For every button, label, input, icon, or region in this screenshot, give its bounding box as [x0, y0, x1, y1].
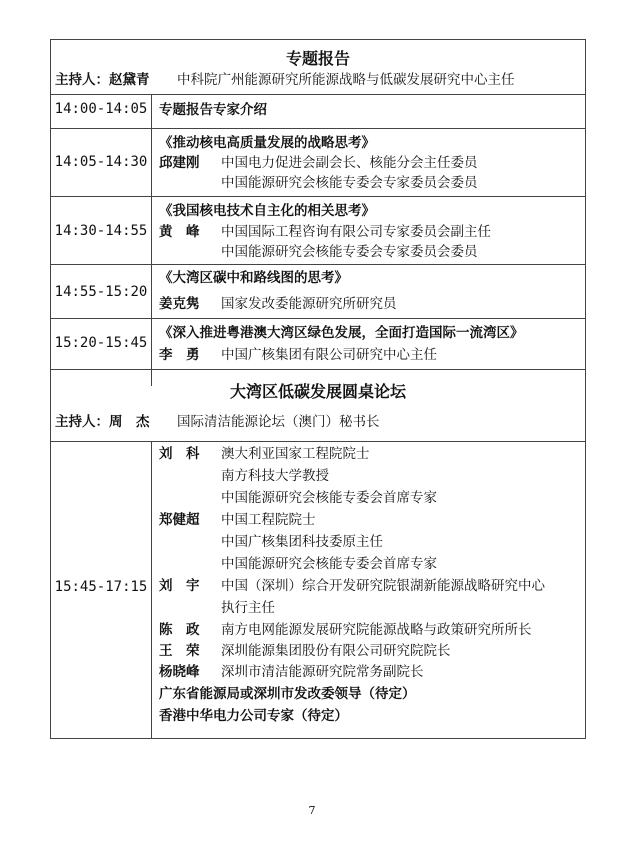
panelist-role: 深圳能源集团股份有限公司研究院院长: [221, 643, 451, 659]
speaker-name: 李 勇: [159, 347, 200, 363]
session-title: 《深入推进粤港澳大湾区绿色发展，全面打造国际一流湾区》: [159, 325, 524, 341]
speaker-role: 中国电力促进会副会长、核能分会主任委员: [221, 155, 478, 171]
session-time: 14:05-14:30: [54, 154, 148, 170]
session-title: 《推动核电高质量发展的战略思考》: [159, 135, 375, 151]
panelist-role: 澳大利亚国家工程院院士: [221, 446, 370, 462]
panelist-name: 郑健超: [159, 512, 200, 528]
panelist-role: 中国广核集团科技委原主任: [221, 534, 383, 550]
session-time: 14:55-15:20: [54, 284, 148, 300]
panelist-name: 王 荣: [159, 643, 200, 659]
host-description: 国际清洁能源论坛（澳门）秘书长: [177, 414, 380, 430]
speaker-role: 中国能源研究会核能专委会专家委员会委员: [221, 244, 478, 260]
session-time: 14:00-14:05: [54, 101, 148, 117]
column-divider: [151, 441, 152, 739]
row-divider: [51, 264, 585, 265]
panelist-role: 中国（深圳）综合开发研究院银湖新能源战略研究中心: [221, 578, 545, 594]
panelist-name: 杨晓峰: [159, 664, 200, 680]
row-divider: [51, 94, 585, 95]
row-divider: [51, 318, 585, 319]
session-time: 14:30-14:55: [54, 223, 148, 239]
panelist-role: 深圳市清洁能源研究院常务副院长: [221, 664, 424, 680]
panelist-name: 刘 宇: [159, 578, 200, 594]
session-title: 专题报告专家介绍: [159, 102, 267, 118]
host-label: 主持人：赵黛青: [55, 72, 150, 88]
speaker-name: 邱建刚: [159, 155, 200, 171]
section-title: 大湾区低碳发展圆桌论坛: [229, 382, 406, 401]
host-label: 主持人：周 杰: [55, 414, 150, 430]
speaker-name: 姜克隽: [159, 296, 200, 312]
panelist-role: 南方科技大学教授: [221, 468, 329, 484]
host-description: 中科院广州能源研究所能源战略与低碳发展研究中心主任: [177, 72, 515, 88]
panelist-name: 陈 政: [159, 622, 200, 638]
session-title: 《大湾区碳中和路线图的思考》: [159, 270, 348, 286]
schedule-table: [50, 39, 586, 739]
panelist-role: 南方电网能源发展研究院能源战略与政策研究所所长: [221, 622, 532, 638]
panel-extra: 广东省能源局或深圳市发改委领导（待定）: [159, 686, 416, 702]
row-divider: [51, 196, 585, 197]
panel-extra: 香港中华电力公司专家（待定）: [159, 708, 348, 724]
panelist-role: 中国工程院院士: [221, 512, 316, 528]
row-divider: [51, 441, 585, 442]
speaker-role: 中国国际工程咨询有限公司专家委员会副主任: [221, 224, 491, 240]
section-title: 专题报告: [285, 49, 350, 68]
speaker-role: 中国广核集团有限公司研究中心主任: [221, 347, 437, 363]
speaker-role: 国家发改委能源研究所研究员: [221, 296, 397, 312]
speaker-name: 黄 峰: [159, 224, 200, 240]
row-divider: [51, 369, 585, 370]
column-divider: [151, 94, 152, 386]
panelist-role: 中国能源研究会核能专委会首席专家: [221, 490, 437, 506]
row-divider: [51, 128, 585, 129]
page-number: 7: [308, 804, 316, 817]
panelist-role: 执行主任: [221, 600, 275, 616]
session-title: 《我国核电技术自主化的相关思考》: [159, 203, 375, 219]
panelist-role: 中国能源研究会核能专委会首席专家: [221, 556, 437, 572]
speaker-role: 中国能源研究会核能专委会专家委员会委员: [221, 175, 478, 191]
panelist-name: 刘 科: [159, 446, 200, 462]
session-time: 15:20-15:45: [54, 335, 148, 351]
panel-time: 15:45-17:15: [54, 579, 148, 595]
